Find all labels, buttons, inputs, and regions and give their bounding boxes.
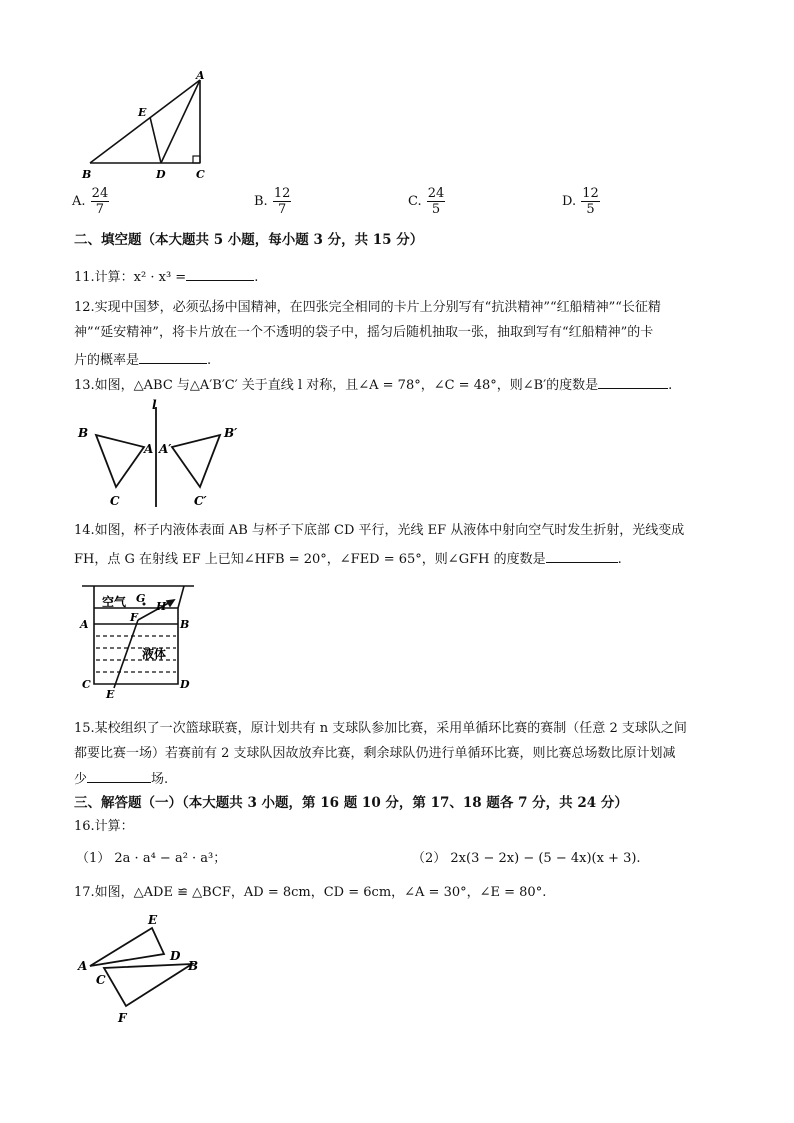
fig13-label-b-prime: B′ <box>224 426 238 440</box>
fig10-label-a: A <box>196 70 205 82</box>
question-13-tail: . <box>668 378 673 393</box>
question-12-tail: . <box>207 353 212 368</box>
answer-blank-15 <box>87 768 151 783</box>
option-c-label: C. <box>408 194 422 209</box>
option-b-denominator: 7 <box>277 202 287 217</box>
option-d-label: D. <box>562 194 577 209</box>
option-d-numerator: 12 <box>582 186 599 201</box>
fig14-label-liquid: 液体 <box>142 647 167 661</box>
question-12-line-1: 12.实现中国梦，必须弘扬中国精神，在四张完全相同的卡片上分别写有“抗洪精神”“红船精神”“长征精 <box>74 300 661 315</box>
answer-blank-11 <box>186 266 254 281</box>
option-a-label: A. <box>72 194 86 209</box>
answer-blank-12 <box>139 349 207 364</box>
figure-q17-congruent-triangles <box>74 908 214 1024</box>
option-a-fraction <box>91 186 110 217</box>
option-b <box>254 186 291 217</box>
figure-q10-triangle <box>74 70 214 182</box>
fig14-label-h: H <box>156 600 167 613</box>
question-12-line-3 <box>74 349 211 370</box>
question-14-line-2 <box>74 548 622 569</box>
answer-blank-14 <box>546 548 618 563</box>
figure-q14-cup-refraction <box>74 576 204 702</box>
question-11-text: 11.计算：x² · x³ = <box>74 270 187 285</box>
fig13-label-l: l <box>152 398 157 412</box>
fig13-label-b: B <box>78 426 89 440</box>
option-a-denominator: 7 <box>95 202 105 217</box>
question-16-part-2: （2） 2x(3 − 2x) − (5 − 4x)(x + 3). <box>412 851 641 866</box>
section-3-heading: 三、解答题（一）（本大题共 3 小题，第 16 题 10 分，第 17、18 题各 7 分，共 24 分） <box>74 795 628 811</box>
fig10-label-c: C <box>196 168 205 181</box>
fig14-label-a: A <box>80 618 89 631</box>
fig17-label-a: A <box>78 959 88 973</box>
question-14-text: FH，点 G 在射线 EF 上已知∠HFB = 20°，∠FED = 65°，则∠GFH 的度数是 <box>74 552 546 567</box>
question-14-line-1: 14.如图，杯子内液体表面 AB 与杯子下底部 CD 平行，光线 EF 从液体中射向空气时发生折射，光线变成 <box>74 523 685 538</box>
question-12-text: 片的概率是 <box>74 353 140 368</box>
option-d-fraction <box>581 186 600 217</box>
option-c-fraction <box>427 186 446 217</box>
fig14-label-c: C <box>82 678 91 691</box>
option-d-denominator: 5 <box>586 202 595 217</box>
fig13-label-a: A <box>144 442 154 456</box>
figure-q13-symmetric-triangles <box>74 397 254 513</box>
fig14-label-b: B <box>180 618 190 631</box>
question-11 <box>74 266 258 287</box>
fig14-label-air: 空气 <box>102 595 127 609</box>
question-16-part-1: （1） 2a · a⁴ − a² · a³； <box>76 851 227 866</box>
fig14-label-g: G <box>136 592 146 605</box>
fig10-label-b: B <box>82 168 92 181</box>
question-17: 17.如图，△ADE ≌ △BCF，AD = 8cm，CD = 6cm，∠A = 30°，∠E = 80°. <box>74 885 547 900</box>
section-2-heading: 二、填空题（本大题共 5 小题，每小题 3 分，共 15 分） <box>74 232 424 248</box>
fig14-label-f: F <box>130 611 138 624</box>
fig17-label-e: E <box>148 913 158 927</box>
option-c-denominator: 5 <box>431 202 441 217</box>
question-14-tail: . <box>617 552 622 567</box>
fig10-label-e: E <box>138 106 147 119</box>
fig17-label-b: B <box>188 959 199 973</box>
fig17-label-c: C <box>96 973 106 987</box>
option-b-fraction <box>273 186 292 217</box>
option-a-numerator: 24 <box>91 186 109 201</box>
answer-blank-13 <box>598 374 668 389</box>
option-a <box>72 186 109 217</box>
option-c-numerator: 24 <box>427 186 445 201</box>
fig13-label-a-prime: A′ <box>159 442 172 456</box>
option-b-numerator: 12 <box>273 186 291 201</box>
fig13-label-c-prime: C′ <box>194 494 207 508</box>
fig17-label-d: D <box>170 949 181 963</box>
fig13-label-c: C <box>110 494 120 508</box>
question-13-text: 13.如图，△ABC 与△A′B′C′ 关于直线 l 对称，且∠A = 78°，∠C = 48°，则∠B′的度数是 <box>74 378 599 393</box>
question-15-line-3 <box>74 768 168 789</box>
option-c <box>408 186 445 217</box>
question-15-tail: 场. <box>151 772 169 787</box>
question-12-line-2: 神”“延安精神”，将卡片放在一个不透明的袋子中，摇匀后随机抽取一张，抽取到写有“红船精神”的卡 <box>74 325 654 340</box>
fig14-label-d: D <box>180 678 190 691</box>
option-d <box>562 186 600 217</box>
fig10-label-d: D <box>156 168 166 181</box>
question-15-line-2: 都要比赛一场）若赛前有 2 支球队因故放弃比赛，剩余球队仍进行单循环比赛，则比赛总场数比原计划减 <box>74 746 676 761</box>
question-13 <box>74 374 672 395</box>
fig14-label-e: E <box>106 688 115 701</box>
question-15-text: 少 <box>74 772 88 787</box>
question-16-title: 16.计算： <box>74 819 134 834</box>
fig17-label-f: F <box>118 1011 127 1024</box>
question-15-line-1: 15.某校组织了一次篮球联赛，原计划共有 n 支球队参加比赛，采用单循环比赛的赛制（任意 2 支球队之间 <box>74 721 687 736</box>
option-b-label: B. <box>254 194 268 209</box>
question-11-tail: . <box>254 270 259 285</box>
